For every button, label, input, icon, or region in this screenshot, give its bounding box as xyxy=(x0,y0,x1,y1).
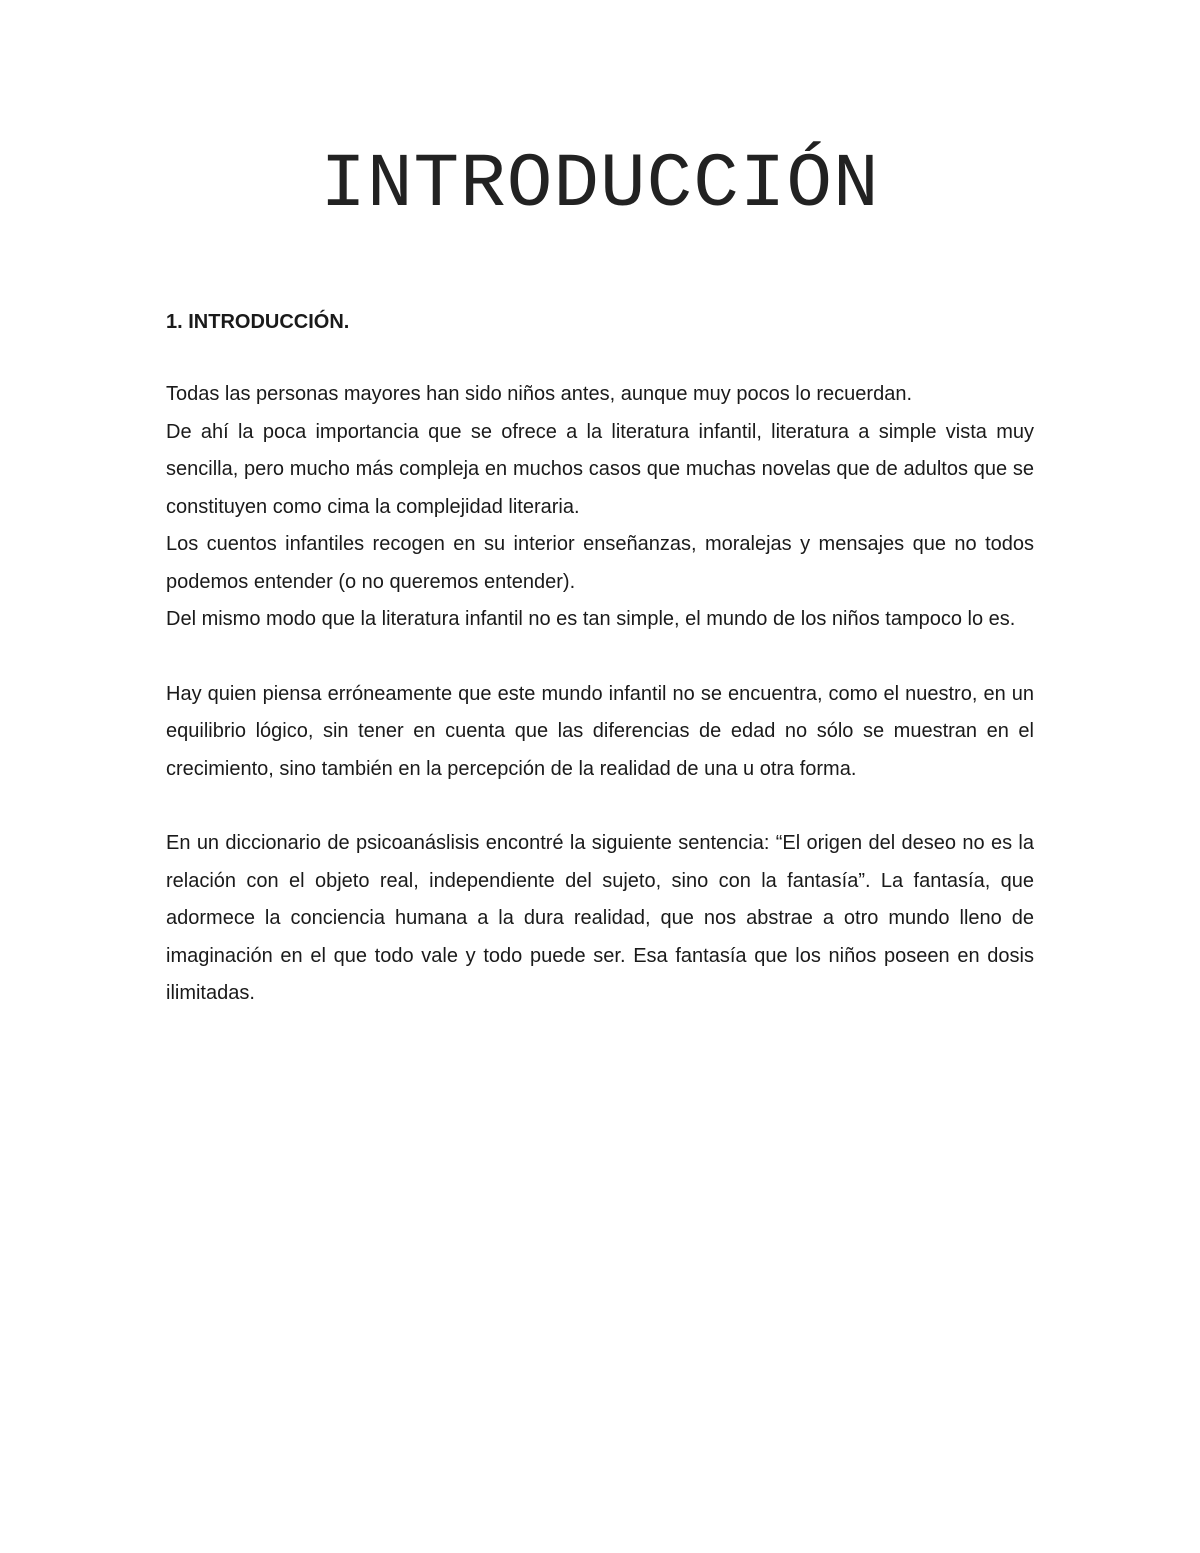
paragraph-text: En un diccionario de psicoanáslisis encontré la siguiente sentencia: “El origen del deseo no es la relación con el objeto real, independiente del sujeto, sino con la fantasía”. La fantasía, que adormece la conciencia humana a la dura realidad, que nos abstrae a otro mundo lleno de imaginación en el que todo vale y todo puede ser. Esa fantasía que los niños poseen en dosis ilimitadas. xyxy=(166,832,1034,1004)
paragraph-2 xyxy=(166,676,1034,789)
paragraph-line: Los cuentos infantiles recogen en su interior enseñanzas, moralejas y mensajes que no todos podemos entender (o no queremos entender). xyxy=(166,533,1034,593)
section-heading: 1. INTRODUCCIÓN. xyxy=(166,311,350,333)
page-title: INTRODUCCIÓN xyxy=(320,142,880,228)
paragraph-text: Hay quien piensa erróneamente que este mundo infantil no se encuentra, como el nuestro, en un equilibrio lógico, sin tener en cuenta que las diferencias de edad no sólo se muestran en el crecimiento, sino también en la percepción de la realidad de una u otra forma. xyxy=(166,682,1034,780)
document-body xyxy=(166,305,1034,1050)
paragraph-line: Del mismo modo que la literatura infantil no es tan simple, el mundo de los niños tampoco lo es. xyxy=(166,608,1016,630)
paragraph-group-1 xyxy=(166,376,1034,639)
paragraph-line: De ahí la poca importancia que se ofrece a la literatura infantil, literatura a simple vista muy sencilla, pero mucho más compleja en muchos casos que muchas novelas que de adultos que se constituyen como cima la complejidad literaria. xyxy=(166,420,1034,518)
paragraph-3 xyxy=(166,825,1034,1013)
paragraph-line: Todas las personas mayores han sido niños antes, aunque muy pocos lo recuerdan. xyxy=(166,383,913,405)
